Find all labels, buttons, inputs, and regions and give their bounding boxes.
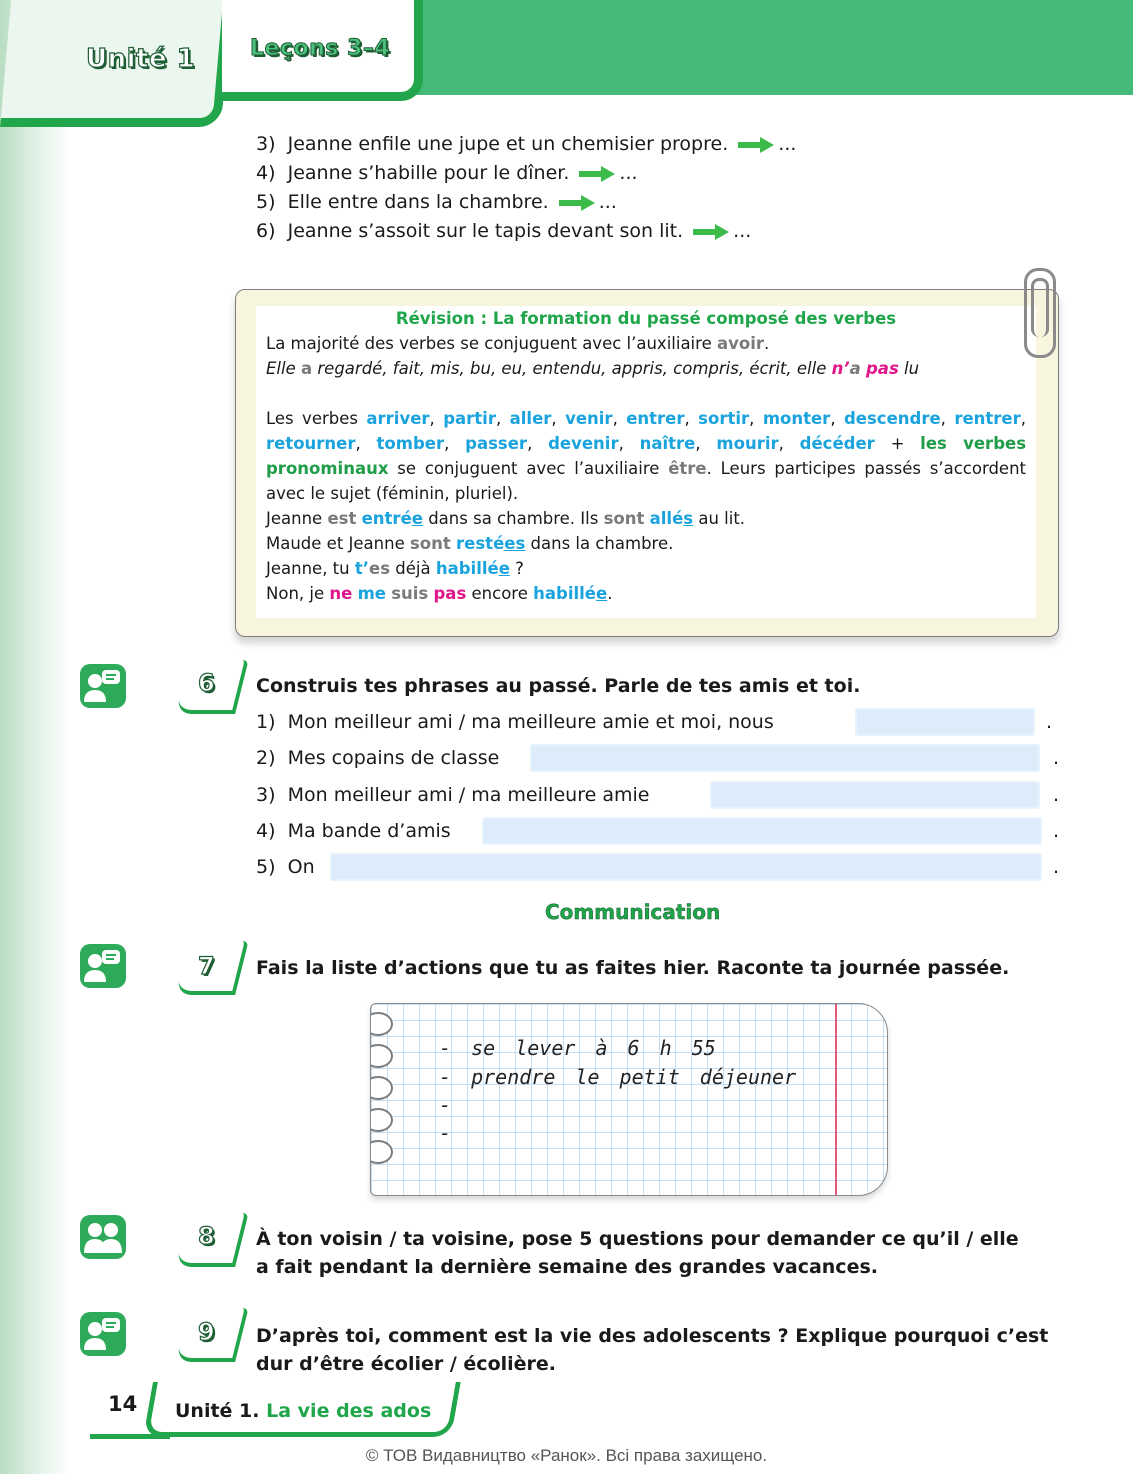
speech-icon	[80, 944, 126, 988]
arrow-right-icon	[579, 166, 615, 182]
end-dot: .	[1053, 856, 1060, 878]
list-item: 6) Jeanne s’assoit sur le tapis devant son lit. ...	[256, 220, 752, 242]
notebook-line: - prendre le petit déjeuner	[439, 1065, 797, 1089]
footer-line	[90, 1434, 170, 1439]
exercise-number: 8	[198, 1222, 215, 1250]
ring-icon	[370, 1012, 393, 1036]
ring-icon	[370, 1076, 393, 1100]
exercise-title-line2: dur d’être écolier / écolière.	[256, 1353, 557, 1375]
arrow-right-icon	[693, 224, 729, 240]
exercise-title-line2: a fait pendant la dernière semaine des grandes vacances.	[256, 1256, 878, 1278]
speech-icon	[80, 1312, 126, 1356]
answer-field[interactable]	[330, 853, 1042, 881]
exercise-number: 9	[198, 1318, 215, 1346]
list-item: 4) Jeanne s’habille pour le dîner. ...	[256, 162, 638, 184]
list-item: 5) On	[256, 856, 315, 878]
answer-field[interactable]	[530, 744, 1040, 772]
pair-work-icon	[80, 1215, 126, 1259]
answer-field[interactable]	[710, 781, 1040, 809]
copyright: © ТОВ Видавництво «Ранок». Всі права захищено.	[365, 1446, 768, 1465]
notebook-margin-line	[835, 1004, 837, 1195]
revision-text: Révision : La formation du passé composé des verbes La majorité des verbes se conjuguent avec l’auxiliaire avoir. Elle a regardé, fait, mis, bu, eu, entendu, appris, compris, écrit, elle n’a pas lu Les verbes arriver, partir, aller, venir, entrer, sortir, monter, descendre, rentrer, retourner, tomber, passer, devenir, naître, mourir, décéder + les verbes pronominaux se conjuguent avec l’auxiliaire être. Leurs participes passés s’accordent avec le sujet (féminin, pluriel). Jeanne est entrée dans sa chambre. Ils sont allés au lit. Maude et Jeanne sont restées dans la chambre. Jeanne, tu t’es déjà habillée ? Non, je ne me suis pas encore habillée.	[266, 306, 1026, 606]
list-item: 2) Mes copains de classe	[256, 747, 500, 769]
arrow-right-icon	[559, 195, 595, 211]
ring-icon	[370, 1140, 393, 1164]
notebook-line: -	[439, 1121, 452, 1145]
revision-title: Révision : La formation du passé composé des verbes	[395, 309, 897, 328]
revision-box	[235, 289, 1059, 637]
notebook-line: - se lever à 6 h 55	[439, 1036, 716, 1060]
unit-badge: Unité 1	[86, 44, 196, 74]
exercise-title: Fais la liste d’actions que tu as faites hier. Raconte ta journée passée.	[256, 957, 1010, 979]
exercise-number: 7	[198, 952, 215, 980]
paperclip-inner	[1031, 278, 1049, 337]
list-item: 4) Ma bande d’amis	[256, 820, 451, 842]
list-item: 5) Elle entre dans la chambre. ...	[256, 191, 617, 213]
end-dot: .	[1046, 711, 1053, 733]
ring-icon	[370, 1108, 393, 1132]
answer-field[interactable]	[855, 708, 1035, 736]
end-dot: .	[1053, 784, 1060, 806]
list-item: 3) Mon meilleur ami / ma meilleure amie	[256, 784, 650, 806]
exercise-title: À ton voisin / ta voisine, pose 5 questions pour demander ce qu’il / elle	[256, 1228, 1019, 1250]
page-number: 14	[108, 1392, 138, 1416]
ring-icon	[370, 1044, 393, 1068]
exercise-number: 6	[198, 669, 215, 697]
speech-icon	[80, 664, 126, 708]
list-item: 3) Jeanne enfile une jupe et un chemisier propre. ...	[256, 133, 797, 155]
footer-unit-title: Unité 1. La vie des ados	[175, 1400, 432, 1422]
lessons-badge: Leçons 3–4	[250, 36, 391, 61]
answer-field[interactable]	[482, 817, 1042, 845]
section-title: Communication	[545, 900, 721, 924]
notebook-line: -	[439, 1093, 452, 1117]
exercise-title: Construis tes phrases au passé. Parle de tes amis et toi.	[256, 675, 861, 697]
end-dot: .	[1053, 747, 1060, 769]
exercise-title: D’après toi, comment est la vie des adolescents ? Explique pourquoi c’est	[256, 1325, 1049, 1347]
revision-inner	[256, 306, 1036, 618]
list-item: 1) Mon meilleur ami / ma meilleure amie et moi, nous	[256, 711, 774, 733]
arrow-right-icon	[738, 137, 774, 153]
end-dot: .	[1053, 820, 1060, 842]
notebook	[370, 1003, 888, 1196]
left-gradient-strip	[0, 0, 70, 1474]
